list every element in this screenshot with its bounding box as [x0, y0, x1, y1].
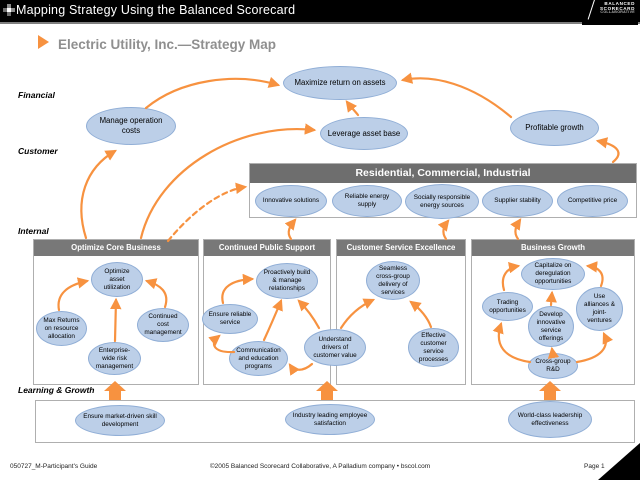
node-ensure-reliable-service: Ensure reliable service — [202, 304, 258, 334]
node-develop-innovative-service-offerings: Develop innovative service offerings — [528, 306, 574, 347]
arrow-theme3-to-socially — [443, 221, 448, 239]
footer-document-id: 050727_M-Participant's Guide — [10, 463, 98, 470]
node-industry-leading-employee-satisfaction: Industry leading employee satisfaction — [285, 404, 375, 435]
customer-segment-header: Residential, Commercial, Industrial — [250, 164, 636, 183]
node-competitive-price: Competitive price — [557, 185, 628, 217]
node-supplier-stability: Supplier stability — [482, 185, 553, 217]
theme-header-public-support: Continued Public Support — [204, 240, 330, 256]
node-leverage-asset-base: Leverage asset base — [320, 117, 408, 150]
node-continued-cost-management: Continued cost management — [137, 308, 189, 342]
logo-line: BALANCED — [604, 1, 635, 6]
title-bar — [0, 0, 640, 24]
bullet-arrow-icon — [38, 35, 49, 49]
node-manage-operation-costs: Manage operation costs — [86, 107, 176, 145]
node-trading-opportunities: Trading opportunities — [482, 292, 533, 321]
balanced-scorecard-logo — [582, 0, 638, 25]
corner-triangle — [598, 443, 640, 480]
slide-title: Electric Utility, Inc.—Strategy Map — [58, 37, 277, 52]
theme-header-business-growth: Business Growth — [472, 240, 634, 256]
arrow-theme4-to-competitive — [515, 220, 520, 239]
arrow-theme1-to-manage — [81, 151, 115, 238]
node-profitable-growth: Profitable growth — [510, 110, 599, 146]
node-max-returns-on-resource-allocation: Max Returns on resource allocation — [36, 311, 87, 346]
logo-line: SCORECARD — [599, 5, 635, 11]
node-communication-education-programs: Communication and education programs — [229, 341, 288, 376]
node-reliable-energy-supply: Reliable energy supply — [332, 185, 402, 217]
arrow-theme2-to-innovative — [289, 220, 295, 239]
node-socially-responsible-energy-sources: Socially responsible energy sources — [405, 184, 479, 219]
arrow-profitable-to-maximize — [403, 78, 511, 117]
perspective-financial: Financial — [18, 90, 55, 100]
node-cross-group-rd: Cross-group R&D — [528, 353, 578, 379]
slides-grid-icon — [3, 4, 16, 17]
node-understand-drivers-customer-value: Understand drivers of customer value — [304, 329, 366, 366]
arrow-manage-to-maximize — [146, 79, 278, 108]
node-optimize-asset-utilization: Optimize asset utilization — [91, 262, 143, 297]
node-seamless-cross-group-delivery: Seamless cross-group delivery of services — [366, 261, 420, 300]
theme-header-optimize-core: Optimize Core Business — [34, 240, 198, 256]
arrow-dashed-theme1-to-customer-box — [168, 187, 245, 241]
theme-header-service-excellence: Customer Service Excellence — [337, 240, 465, 256]
node-capitalize-deregulation-opportunities: Capitalize on deregulation opportunities — [521, 258, 585, 290]
presentation-title: Mapping Strategy Using the Balanced Scorecard — [16, 3, 296, 17]
node-enterprise-wide-risk-management: Enterprise-wide risk management — [88, 342, 141, 375]
footer-page-number: Page 1 — [584, 463, 605, 470]
perspective-customer: Customer — [18, 146, 58, 156]
node-use-alliances-joint-ventures: Use alliances & joint-ventures — [576, 287, 623, 331]
perspective-learning-growth: Learning & Growth — [18, 385, 95, 395]
node-ensure-market-driven-skill-development: Ensure market-driven skill development — [75, 405, 165, 436]
node-effective-customer-service-processes: Effective customer service processes — [408, 328, 459, 367]
perspective-internal: Internal — [18, 226, 49, 236]
arrow-customerbox-to-profitable — [598, 141, 618, 162]
node-innovative-solutions: Innovative solutions — [255, 185, 327, 217]
node-world-class-leadership-effectiveness: World-class leadership effectiveness — [508, 401, 592, 438]
node-maximize-return-on-assets: Maximize return on assets — [283, 66, 397, 100]
logo-line: COLLABORATIVE — [600, 10, 635, 15]
footer-copyright: ©2005 Balanced Scorecard Collaborative, A Palladium company • bscol.com — [209, 463, 431, 470]
arrow-leverage-to-maximize — [347, 102, 358, 115]
node-proactively-build-manage-relationships: Proactively build & manage relationships — [256, 263, 318, 299]
